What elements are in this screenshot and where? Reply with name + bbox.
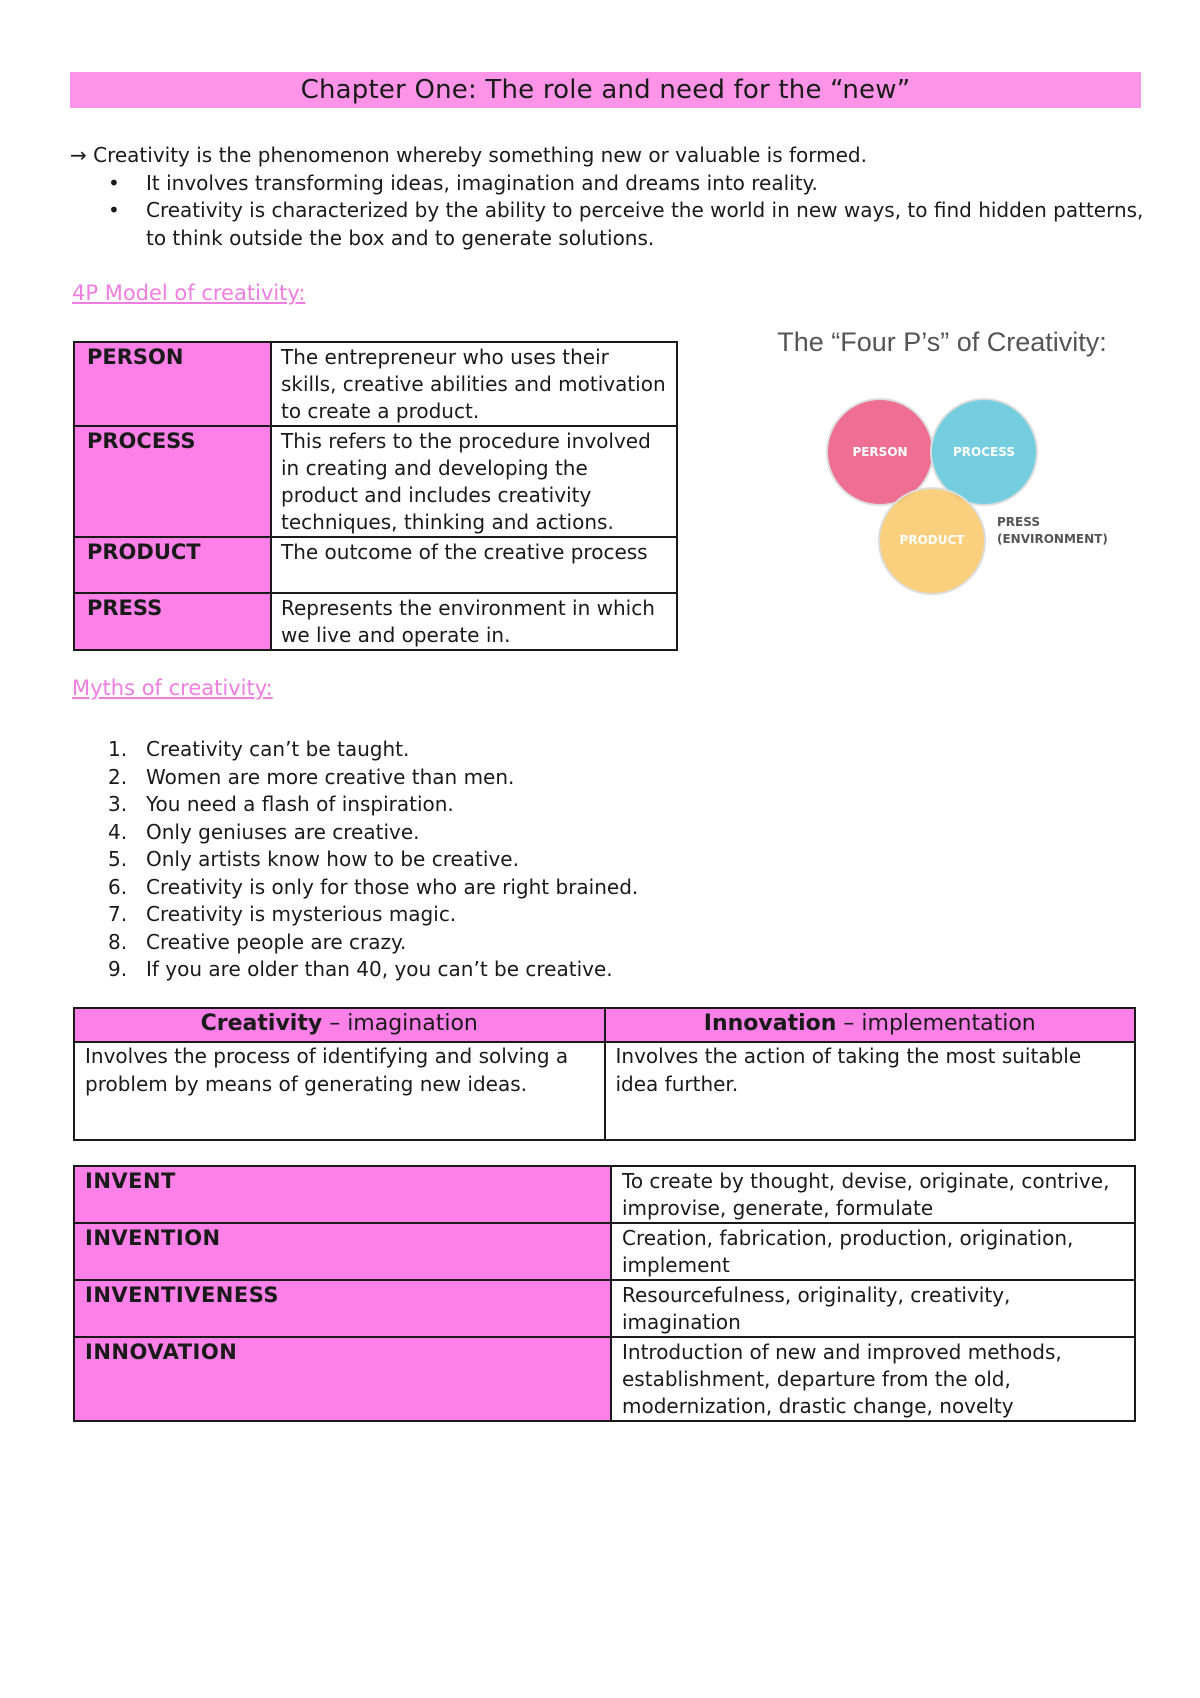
intro-section xyxy=(70,142,1150,252)
myth-text: If you are older than 40, you can’t be creative. xyxy=(146,957,613,981)
myth-text: Creativity can’t be taught. xyxy=(146,737,410,761)
list-item: 4. Only geniuses are creative. xyxy=(108,819,420,844)
myth-text: Women are more creative than men. xyxy=(146,764,515,789)
table-row xyxy=(74,1166,1135,1223)
innovation-header xyxy=(605,1008,1136,1042)
term-cell: PROCESS xyxy=(74,426,271,537)
four-p-table xyxy=(73,341,678,651)
table-row xyxy=(74,1280,1135,1337)
innovation-term: Innovation xyxy=(703,1011,837,1036)
definition-cell: Represents the environment in which we live and operate in. xyxy=(271,593,677,650)
term-cell: PERSON xyxy=(74,342,271,426)
term-cell: INVENT xyxy=(74,1166,611,1223)
intro-lead: → Creativity is the phenomenon whereby something new or valuable is formed. xyxy=(70,143,867,167)
term-cell: INVENTION xyxy=(74,1223,611,1280)
myth-text: Creative people are crazy. xyxy=(146,929,407,954)
intro-bullet: • It involves transforming ideas, imagination and dreams into reality. xyxy=(70,170,1150,198)
table-row xyxy=(74,593,677,650)
table-row xyxy=(74,1223,1135,1280)
product-label: PRODUCT xyxy=(899,533,965,547)
list-item: 3. You need a flash of inspiration. xyxy=(108,792,454,816)
term-cell: PRODUCT xyxy=(74,537,271,593)
environment-label: (ENVIRONMENT) xyxy=(997,532,1108,546)
model-heading: 4P Model of creativity: xyxy=(72,281,306,305)
chapter-title: Chapter One: The role and need for the “new” xyxy=(300,75,911,105)
table-row xyxy=(74,1042,1135,1140)
myth-text: You need a flash of inspiration. xyxy=(146,792,454,816)
table-row xyxy=(74,426,677,537)
table-row xyxy=(74,537,677,593)
intro-bullets xyxy=(70,170,1150,253)
innovation-description: Involves the action of taking the most suitable idea further. xyxy=(605,1042,1136,1140)
diagram-title: The “Four P’s” of Creativity: xyxy=(777,327,1107,357)
list-item: 2. Women are more creative than men. xyxy=(108,764,515,789)
press-label: PRESS xyxy=(997,515,1040,529)
myth-text: Creativity is mysterious magic. xyxy=(146,902,457,926)
list-item: 6. Creativity is only for those who are right brained. xyxy=(108,874,639,899)
creativity-subtitle: – imagination xyxy=(322,1011,478,1036)
table-header-row xyxy=(74,1008,1135,1042)
intro-bullet: • Creativity is characterized by the ability to perceive the world in new ways, to find hidden patterns, to think outside the box and to generate solutions. xyxy=(70,197,1150,252)
chapter-title-bar xyxy=(70,72,1141,108)
creativity-innovation-table xyxy=(73,1007,1136,1141)
creativity-header xyxy=(74,1008,605,1042)
creativity-description: Involves the process of identifying and solving a problem by means of generating new ideas. xyxy=(74,1042,605,1140)
person-label: PERSON xyxy=(852,445,908,459)
innovation-subtitle: – implementation xyxy=(836,1011,1036,1036)
myth-text: Creativity is only for those who are right brained. xyxy=(146,874,639,899)
definition-cell: The outcome of the creative process xyxy=(271,537,677,593)
myths-heading: Myths of creativity: xyxy=(72,676,273,700)
table-row xyxy=(74,1337,1135,1421)
process-label: PROCESS xyxy=(953,445,1015,459)
definition-cell: The entrepreneur who uses their skills, creative abilities and motivation to create a product. xyxy=(271,342,677,426)
creativity-term: Creativity xyxy=(200,1011,323,1036)
myths-list xyxy=(70,736,638,984)
definition-cell: This refers to the procedure involved in creating and developing the product and includes creativity techniques, thinking and actions. xyxy=(271,426,677,537)
definition-cell: Introduction of new and improved methods, establishment, departure from the old, modernization, drastic change, novelty xyxy=(611,1337,1135,1421)
term-cell: INVENTIVENESS xyxy=(74,1280,611,1337)
list-item: 8. Creative people are crazy. xyxy=(108,929,407,954)
invention-terms-table xyxy=(73,1165,1136,1422)
term-cell: PRESS xyxy=(74,593,271,650)
four-ps-diagram xyxy=(752,326,1132,606)
list-item: 5. Only artists know how to be creative. xyxy=(108,847,519,871)
definition-cell: Resourcefulness, originality, creativity, imagination xyxy=(611,1280,1135,1337)
list-item: 9. If you are older than 40, you can’t be creative. xyxy=(108,957,613,981)
definition-cell: To create by thought, devise, originate, contrive, improvise, generate, formulate xyxy=(611,1166,1135,1223)
term-cell: INNOVATION xyxy=(74,1337,611,1421)
myth-text: Only artists know how to be creative. xyxy=(146,847,519,871)
list-item: 1. Creativity can’t be taught. xyxy=(108,737,410,761)
definition-cell: Creation, fabrication, production, origination, implement xyxy=(611,1223,1135,1280)
list-item: 7. Creativity is mysterious magic. xyxy=(108,902,457,926)
table-row xyxy=(74,342,677,426)
myth-text: Only geniuses are creative. xyxy=(146,819,420,844)
venn-diagram xyxy=(752,326,1132,606)
